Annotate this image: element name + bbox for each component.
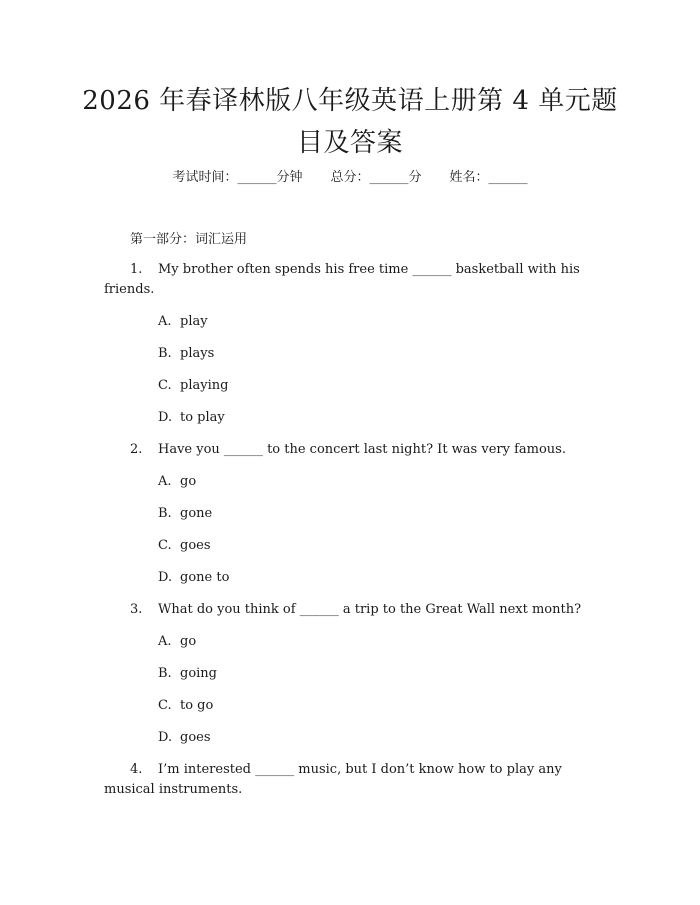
option-c (158, 376, 604, 396)
question-text: Have you ______ to the concert last night? It was very famous. (158, 442, 566, 457)
option-text: going (180, 666, 218, 681)
option-text: go (180, 634, 197, 649)
exam-info (0, 168, 700, 188)
option-letter: C. (158, 698, 172, 713)
option-text: play (180, 314, 208, 329)
option-list (158, 632, 604, 748)
title-line-1: 2026 年春译林版八年级英语上册第 4 单元题 (82, 86, 618, 116)
question-stem (104, 600, 604, 620)
option-b (158, 664, 604, 684)
option-a (158, 632, 604, 652)
option-a (158, 472, 604, 492)
exam-score-field: 总分：______分 (330, 170, 422, 185)
option-d (158, 568, 604, 588)
option-text: to play (180, 410, 225, 425)
option-text: plays (180, 346, 215, 361)
question-stem (104, 260, 604, 300)
option-text: go (180, 474, 197, 489)
question-text: I’m interested ______ music, but I don’t know how to play any musical instruments. (104, 762, 562, 797)
option-c (158, 696, 604, 716)
option-letter: B. (158, 346, 172, 361)
option-text: playing (180, 378, 229, 393)
option-a (158, 312, 604, 332)
exam-time-field: 考试时间：______分钟 (172, 170, 303, 185)
exam-name-field: 姓名：______ (449, 170, 528, 185)
question-stem (104, 440, 604, 460)
option-letter: C. (158, 378, 172, 393)
option-text: gone to (180, 570, 230, 585)
option-letter: B. (158, 506, 172, 521)
question-3 (104, 600, 604, 748)
option-d (158, 408, 604, 428)
option-list (158, 472, 604, 588)
option-text: goes (180, 730, 211, 745)
question-1 (104, 260, 604, 428)
option-text: goes (180, 538, 211, 553)
option-d (158, 728, 604, 748)
option-letter: A. (158, 474, 172, 489)
question-4 (104, 760, 604, 800)
question-number: 2. (130, 442, 143, 457)
option-text: gone (180, 506, 213, 521)
option-b (158, 344, 604, 364)
title-line-2: 目及答案 (296, 128, 403, 158)
option-letter: B. (158, 666, 172, 681)
option-letter: A. (158, 634, 172, 649)
option-letter: D. (158, 730, 173, 745)
question-text: What do you think of ______ a trip to the Great Wall next month? (158, 602, 582, 617)
option-letter: C. (158, 538, 172, 553)
option-letter: D. (158, 410, 173, 425)
option-c (158, 536, 604, 556)
document-title (60, 80, 640, 164)
section-title: 第一部分：词汇运用 (130, 232, 248, 247)
question-number: 1. (130, 262, 143, 277)
question-text: My brother often spends his free time ______ basketball with his friends. (104, 262, 580, 297)
question-list (104, 260, 604, 812)
option-text: to go (180, 698, 214, 713)
option-letter: A. (158, 314, 172, 329)
question-number: 3. (130, 602, 143, 617)
option-letter: D. (158, 570, 173, 585)
option-b (158, 504, 604, 524)
question-stem (104, 760, 604, 800)
question-2 (104, 440, 604, 588)
question-number: 4. (130, 762, 143, 777)
option-list (158, 312, 604, 428)
